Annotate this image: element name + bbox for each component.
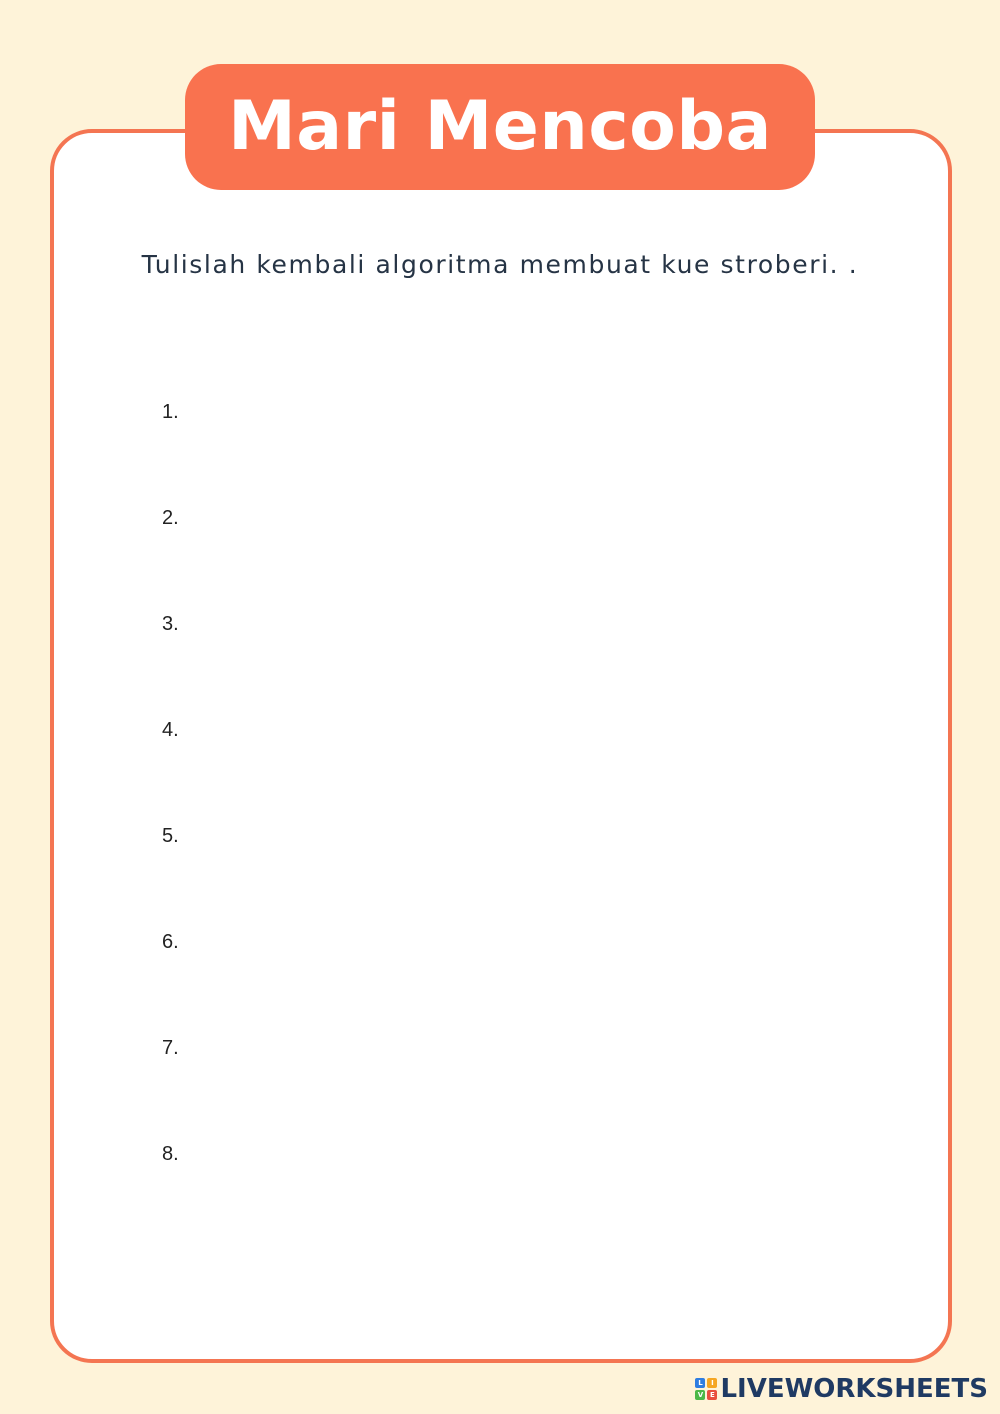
answer-item <box>162 824 862 930</box>
answer-blank[interactable] <box>192 1036 862 1060</box>
logo-text: LIVEWORKSHEETS <box>720 1374 988 1404</box>
instruction-text: Tulislah kembali algoritma membuat kue stroberi. . <box>141 250 859 279</box>
answer-blank[interactable] <box>192 1142 862 1166</box>
logo-letter: E <box>707 1390 717 1400</box>
answer-number: 5. <box>162 825 179 847</box>
answer-item <box>162 718 862 824</box>
answer-item <box>162 400 862 506</box>
logo-letter: I <box>707 1378 717 1388</box>
answer-item <box>162 1036 862 1142</box>
answer-blank[interactable] <box>192 612 862 636</box>
answer-item <box>162 930 862 1036</box>
answer-number: 8. <box>162 1143 179 1165</box>
answer-item <box>162 612 862 718</box>
answer-blank[interactable] <box>192 506 862 530</box>
answer-blank[interactable] <box>192 400 862 424</box>
answer-number: 4. <box>162 719 179 741</box>
liveworksheets-logo[interactable] <box>695 1374 988 1404</box>
answer-number: 6. <box>162 931 179 953</box>
logo-letter: L <box>695 1378 705 1388</box>
liveworksheets-logo-icon <box>695 1378 717 1400</box>
answer-blank[interactable] <box>192 930 862 954</box>
page-title: Mari Mencoba <box>228 87 772 166</box>
answer-number: 3. <box>162 613 179 635</box>
answer-item <box>162 506 862 612</box>
answer-number: 2. <box>162 507 179 529</box>
answer-item <box>162 1142 862 1248</box>
title-banner <box>185 64 815 190</box>
answer-number: 7. <box>162 1037 179 1059</box>
answer-blank[interactable] <box>192 824 862 848</box>
answer-blank[interactable] <box>192 718 862 742</box>
answer-list <box>162 400 862 1248</box>
logo-letter: V <box>695 1390 705 1400</box>
answer-number: 1. <box>162 401 179 423</box>
